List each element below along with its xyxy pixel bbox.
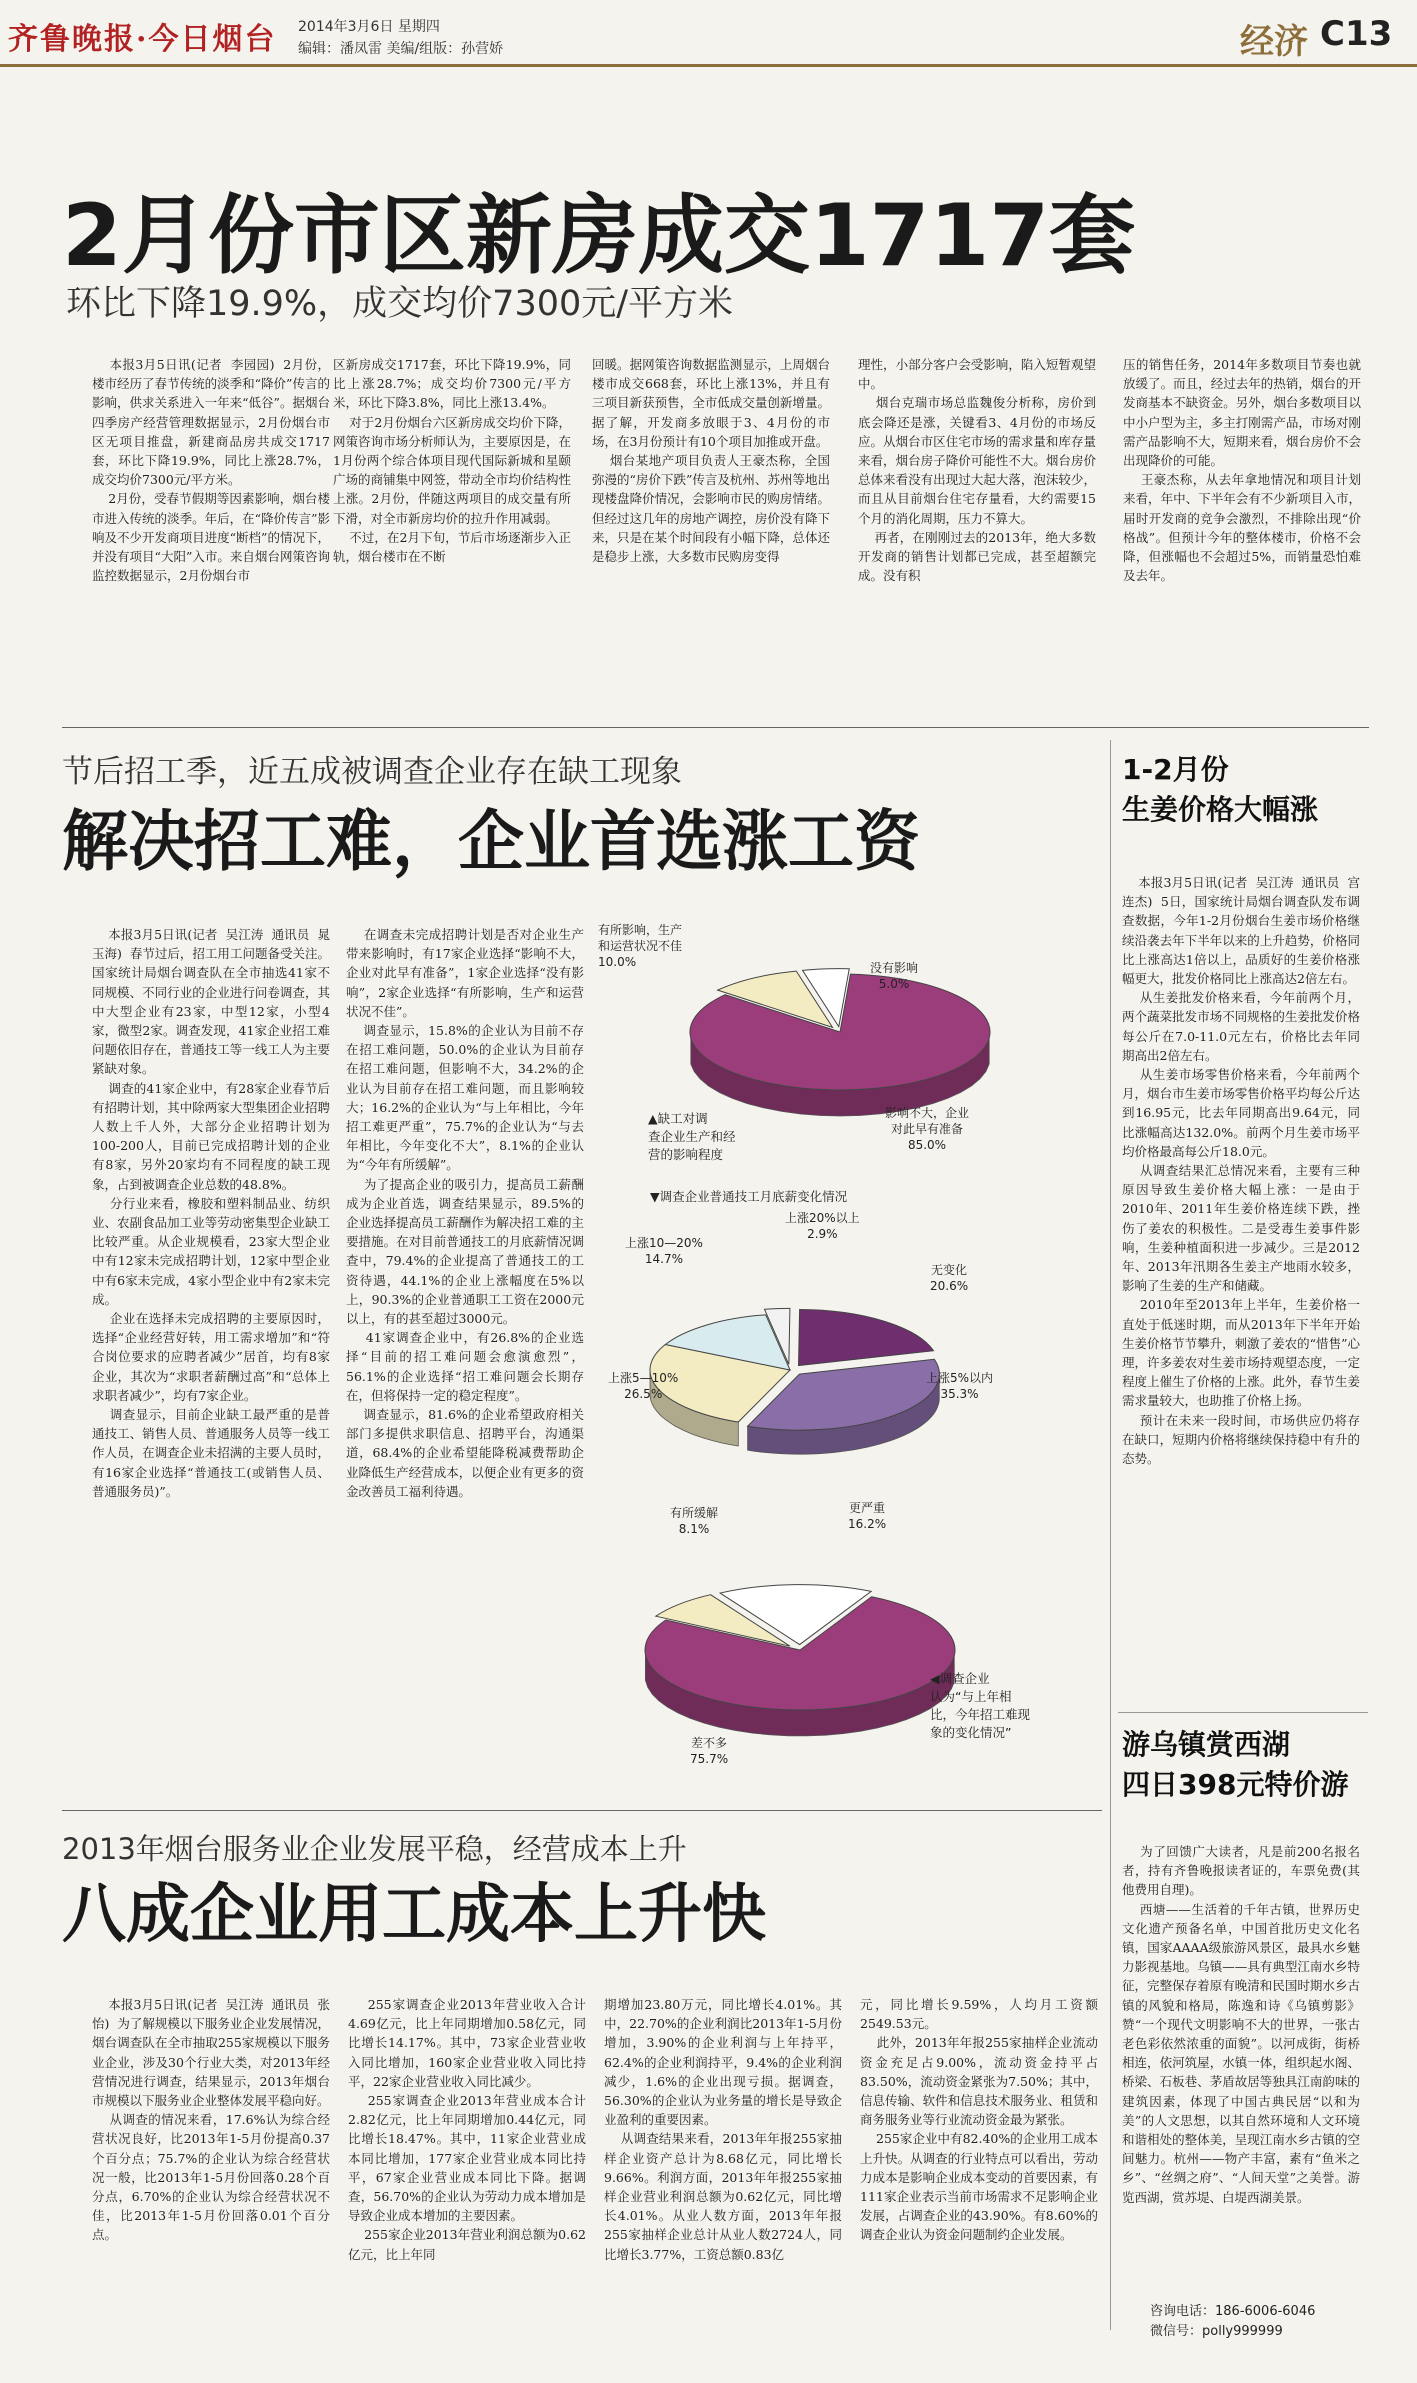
sidebar-divider [1110,740,1111,2330]
charts-area [590,920,1098,1800]
pie1-label-no-impact: 没有影响 5.0% [870,961,919,991]
pie1-label-affected: 有所影响，生产 和运营状况不佳 10.0% [598,923,683,969]
pie2-caption: ▼调查企业普通技工月底薪变化情况 [650,1189,848,1204]
article1-subtitle: 环比下降19.9%，成交均价7300元/平方米 [66,284,734,324]
article3-column-4: 元，同比增长9.59%，人均月工资额2549.53元。 此外，2013年年报255家抽样企业流动资金充足占9.00%，流动资金持平占83.50%，流动资金紧张为7.50%；其中，信息传输、软件和信息技术服务业、租赁和商务服务业等行业流动资金最为紧张。 255家企业中有82.40%的企业用工成本上升快。从调查的行业特点可以看出，劳动力成本是影响企业成本变动的首要因素，有111家企业表示当前市场需求不足影响企业发展，占调查企业的43.90%。有8.60%的调查企业认为资金问题制约企业发展。 [860,1997,1098,2243]
section-divider-2 [62,1810,1102,1811]
article1-title: 2月份市区新房成交1717套 [62,186,1136,286]
article2-kicker: 节后招工季，近五成被调查企业存在缺工现象 [62,754,682,790]
section-divider [62,727,1369,728]
article1-column-4: 理性，小部分客户会受影响，陷入短暂观望中。 烟台克瑞市场总监魏俊分析称，房价到底会降还是涨，关键看3、4月份的市场反应。从烟台市区住宅市场的需求量和库存量来看，烟台房子降价可能性不大。烟台房价总体来看没有出现过大起大落，泡沫较少，而且从目前烟台住宅存量看，大约需要15个月的消化周期，压力不算大。 再者，在刚刚过去的2013年，绝大多数开发商的销售计划都已完成，甚至超额完成。没有积 [858,357,1096,584]
pie1-label-minor: 影响不大，企业 对此早有准备 85.0% [885,1106,970,1152]
article2-column-2: 在调查未完成招聘计划是否对企业生产带来影响时，有17家企业选择“影响不大，企业对此早有准备”，1家企业选择“没有影响”，2家企业选择“有所影响，生产和运营状况不佳”。 调查显示，15.8%的企业认为目前不存在招工难问题，50.0%的企业认为目前存在招工难问题，但影响不大，34.2%的企业认为目前存在招工难问题，而且影响较大；16.2%的企业认为“与上年相比，今年招工难更严重”，75.7%的企业认为“与去年相比，今年变化不大”，8.1%的企业认为“今年有所缓解”。 为了提高企业的吸引力，提高员工薪酬成为企业首选，调查结果显示，89.5%的企业选择提高员工薪酬作为解决招工难的主要措施。在对目前普通技工的月底薪情况调查中，79.4%的企业提高了普通技工的工资待遇，44.1%的企业上涨幅度在5%以上，90.3%的企业普通职工工资在2000元以上，有的甚至超过3000元。 41家调查企业中，有26.8%的企业选择“目前的招工难问题会愈演愈烈”，56.1%的企业选择“招工难问题会长期存在，但将保持一定的稳定程度”。 调查显示，81.6%的企业希望政府相关部门多提供求职信息、招聘平台，沟通渠道，68.4%的企业希望能降税减费帮助企业降低生产经营成本，以便企业有更多的资金改善员工福利待遇。 [346,927,584,1499]
article1-column-5: 压的销售任务，2014年多数项目节奏也就放缓了。而且，经过去年的热销，烟台的开发商基本不缺资金。另外，烟台多数项目以中小户型为主，多主打刚需产品，市场对刚需产品影响不大，短期来看，烟台房价不会出现降价的可能。 王豪杰称，从去年拿地情况和项目计划来看，年中、下半年会有不少新项目入市，届时开发商的竞争会激烈，不排除出现“价格战”。但预计今年的整体楼市，价格不会降，但涨幅也不会超过5%，而销量恐怕难及去年。 [1123,357,1361,584]
pie-chart-difficulty [590,1485,1098,1815]
pie2-label-nochange: 无变化 20.6% [930,1263,969,1293]
article3-column-3: 期增加23.80万元，同比增长4.01%。其中，22.70%的企业利润比2013年1-5月份增加，3.90%的企业利润与上年持平，62.4%的企业利润持平，9.4%的企业利润减少，1.6%的企业出现亏损。据调查，56.30%的企业认为业务量的增长是导致企业盈利的重要因素。 从调查结果来看，2013年年报255家抽样企业资产总计为8.68亿元，同比增长9.66%。利润方面，2013年年报255家抽样企业营业利润总额为0.62亿元，同比增长4.01%。从业人数方面，2013年年报255家抽样企业总计从业人数2724人，同比增长3.77%，工资总额0.83亿 [604,1997,842,2262]
side-divider [1118,1712,1368,1713]
side1-title: 1-2月份 生姜价格大幅涨 [1122,753,1319,826]
article1-column-3: 回暖。据网策咨询数据监测显示，上周烟台楼市成交668套，环比上涨13%，并且有三项目新获预售，全市低成交量创新增量。据了解，开发商多放眼于3、4月份的市场，在3月份预计有10个项目加推或开盘。 烟台某地产项目负责人王豪杰称，全国弥漫的“房价下跌”传言及杭州、苏州等地出现楼盘降价情况，会影响市民的购房情绪。但经过这几年的房地产调控，房价没有降下来，只是在某个时间段有小幅下降，总体还是稳步上涨，大多数市民购房变得 [592,357,830,565]
side2-wechat: 微信号：polly999999 [1150,2324,1283,2339]
article3-title: 八成企业用工成本上升快 [62,1878,766,1952]
side1-body: 本报3月5日讯(记者 吴江涛 通讯员 宫连杰) 5日，国家统计局烟台调查队发布调查数据，今年1-2月份烟台生姜市场价格继续沿袭去年下半年以来的上升趋势，价格同比上涨高达1倍以上，品质好的生姜价格涨幅更大，批发价格同比上涨高达2倍左右。 从生姜批发价格来看，今年前两个月，两个蔬菜批发市场不同规格的生姜批发价格每公斤在7.0-11.0元左右，价格比去年同期高出2倍左右。 从生姜市场零售价格来看，今年前两个月，烟台市生姜市场零售价格平均每公斤达到16.95元，比去年同期高出9.64元，同比涨幅高达132.0%。前两个月生姜市场平均价格最高每公斤18.0元。 从调查结果汇总情况来看，主要有三种原因导致生姜价格大幅上涨：一是由于2010年、2011年生姜价格连续下跌，挫伤了姜农的积极性。二是受毒生姜事件影响，生姜种植面积进一步减少。三是2012年、2013年汛期各生姜主产地雨水较多，影响了生姜的生产和储藏。 2010年至2013年上半年，生姜价格一直处于低迷时期，而从2013年下半年开始生姜价格节节攀升，刺激了姜农的“惜售”心理，许多姜农对生姜市场持观望态度，一定程度上催生了价格的上涨。此外，春节生姜需求量较大，也助推了价格上扬。 预计在未来一段时间，市场供应仍将存在缺口，短期内价格将继续保持稳中有升的态势。 [1122,875,1360,1467]
header-rule [0,64,1417,67]
pie3-label-same: 差不多 75.7% [690,1736,729,1766]
pie-slice-2 [799,1310,934,1366]
article2-title: 解决招工难，企业首选涨工资 [62,803,920,880]
side2-phone: 咨询电话：186-6006-6046 [1150,2304,1316,2319]
article3-column-1: 本报3月5日讯(记者 吴江涛 通讯员 张怡) 为了解规模以下服务业企业发展情况，烟台调查队在全市抽取255家规模以下服务业企业，涉及30个行业大类，对2013年经营情况进行调查，结果显示，2013年烟台市规模以下服务业企业整体发展平稳向好。 从调查的情况来看，17.6%认为综合经营状况良好，比2013年1-5月份提高0.37个百分点；75.7%的企业认为综合经营状况一般，比2013年1-5月份回落0.28个百分点，6.70%的企业认为综合经营状况不佳，比2013年1-5月份回落0.01个百分点。 [92,1997,330,2243]
pie3-label-worse: 更严重 16.2% [848,1501,887,1531]
pie2-label-over20: 上涨20%以上 2.9% [785,1211,860,1241]
pie3-label-eased: 有所缓解 8.1% [670,1506,719,1536]
pie1-caption: ▲缺工对调 查企业生产和经 营的影响程度 [648,1111,736,1162]
section-name: 经济 [1240,22,1308,62]
pie3-caption: ◀调查企业 认为“与上年相 比，今年招工难现 象的变化情况” [930,1671,1031,1740]
side2-title: 游乌镇赏西湖 四日398元特价游 [1122,1728,1349,1801]
pie2-label-10to20: 上涨10—20% 14.7% [625,1236,703,1266]
editor-credits: 编辑：潘凤雷 美编/组版：孙营娇 [298,41,504,57]
article3-column-2: 255家调查企业2013年营业收入合计4.69亿元，比上年同期增加0.58亿元，同比增长14.17%。其中，73家企业营业收入同比增加，160家企业营业收入同比持平，22家企业营业收入同比减少。 255家调查企业2013年营业成本合计2.82亿元，比上年同期增加0.44亿元，同比增长18.47%。其中，11家企业营业成本同比增加，177家企业营业成本同比持平，67家企业营业成本同比下降。据调查，56.70%的企业认为劳动力成本增加是导致企业成本增加的主要因素。 255家企业2013年营业利润总额为0.62亿元，比上年同 [348,1997,586,2262]
page-number: C13 [1320,14,1393,54]
pie2-label-5to10: 上涨5—10% 26.5% [608,1371,679,1401]
issue-date: 2014年3月6日 星期四 [298,19,440,35]
article3-kicker: 2013年烟台服务业企业发展平稳，经营成本上升 [62,1832,687,1866]
newspaper-name: 齐鲁晚报·今日烟台 [8,22,277,57]
side2-body: 为了回馈广大读者，凡是前200名报名者，持有齐鲁晚报读者证的，车票免费(其他费用自理)。 西塘——生活着的千年古镇，世界历史文化遗产预备名单，中国首批历史文化名镇，国家AAAA级旅游风景区，最具水乡魅力影视基地。乌镇——具有典型江南水乡特征，完整保存着原有晚清和民国时期水乡古镇的风貌和格局，陈逸和诗《乌镇剪影》赞“一个现代文明影响不大的世界，一张古老色彩依然浓重的面貌”。以河成街，街桥相连，依河筑屋，水镇一体，组织起水阁、桥梁、石板巷、茅盾故居等独具江南韵味的建筑因素，体现了中国古典民居“以和为美”的人文思想，以其自然环境和人文环境和谐相处的整体美，呈现江南水乡古镇的空间魅力。杭州——物产丰富，素有“鱼米之乡”、“丝绸之府”、“人间天堂”之美誉。游览西湖，赏苏堤、白堤西湖美景。 [1122,1844,1360,2205]
article2-column-1: 本报3月5日讯(记者 吴江涛 通讯员 晁玉海) 春节过后，招工用工问题备受关注。国家统计局烟台调查队在全市抽选41家不同规模、不同行业的企业进行问卷调查，其中大型企业有23家，中型12家，小型4家，微型2家。调查发现，41家企业招工难问题依旧存在，普通技工等一线工人为主要紧缺对象。 调查的41家企业中，有28家企业春节后有招聘计划，其中除两家大型集团企业招聘人数上千人外，大部分企业招聘计划为100-200人，目前已完成招聘计划的企业有8家，另外20家均有不同程度的缺工现象，占到被调查企业总数的48.8%。 分行业来看，橡胶和塑料制品业、纺织业、农副食品加工业等劳动密集型企业缺工比较严重。从企业规模看，23家大型企业中有12家未完成招聘计划，12家中型企业中有6家未完成，4家小型企业中有2家未完成。 企业在选择未完成招聘的主要原因时，选择“企业经营好转，用工需求增加”和“符合岗位要求的应聘者减少”居首，均有8家企业，其次为“求职者薪酬过高”和“总体上求职者减少”，均有7家企业。 调查显示，目前企业缺工最严重的是普通技工、销售人员、普通服务人员等一线工作人员，在调查企业未招满的主要人员时，有16家企业选择“普通技工(或销售人员、普通服务员)”。 [92,927,330,1499]
article1-column-2: 区新房成交1717套，环比下降19.9%，同比上涨28.7%；成交均价7300元/平方米，环比下降3.8%，同比上涨13.4%。 对于2月份烟台六区新房成交均价下降，网策咨询市场分析师认为，主要原因是，在1月份两个综合体项目现代国际新城和星颐广场的商铺集中网签，带动全市均价结构性上涨。2月份，伴随这两项目的成交量有所下滑，对全市新房均价的拉升作用减弱。 不过，在2月下旬，节后市场逐渐步入正轨，烟台楼市在不断 [333,357,571,565]
pie2-label-under5: 上涨5%以内 35.3% [926,1371,994,1401]
article1-column-1: 本报3月5日讯(记者 李园园) 2月份，楼市经历了春节传统的淡季和“降价”传言的影响，供求关系进入一年来“低谷”。据烟台四季房产经营管理数据显示，2月份烟台市区无项目推盘，新建商品房共成交1717套，环比下降19.9%，同比上涨28.7%，成交均价7300元/平方米。 2月份，受春节假期等因素影响，烟台楼市进入传统的淡季。年后，在“降价传言”影响及不少开发商项目进度“断档”的情况下，并没有项目“大阳”入市。来自烟台网策咨询监控数据显示，2月份烟台市 [92,357,330,584]
